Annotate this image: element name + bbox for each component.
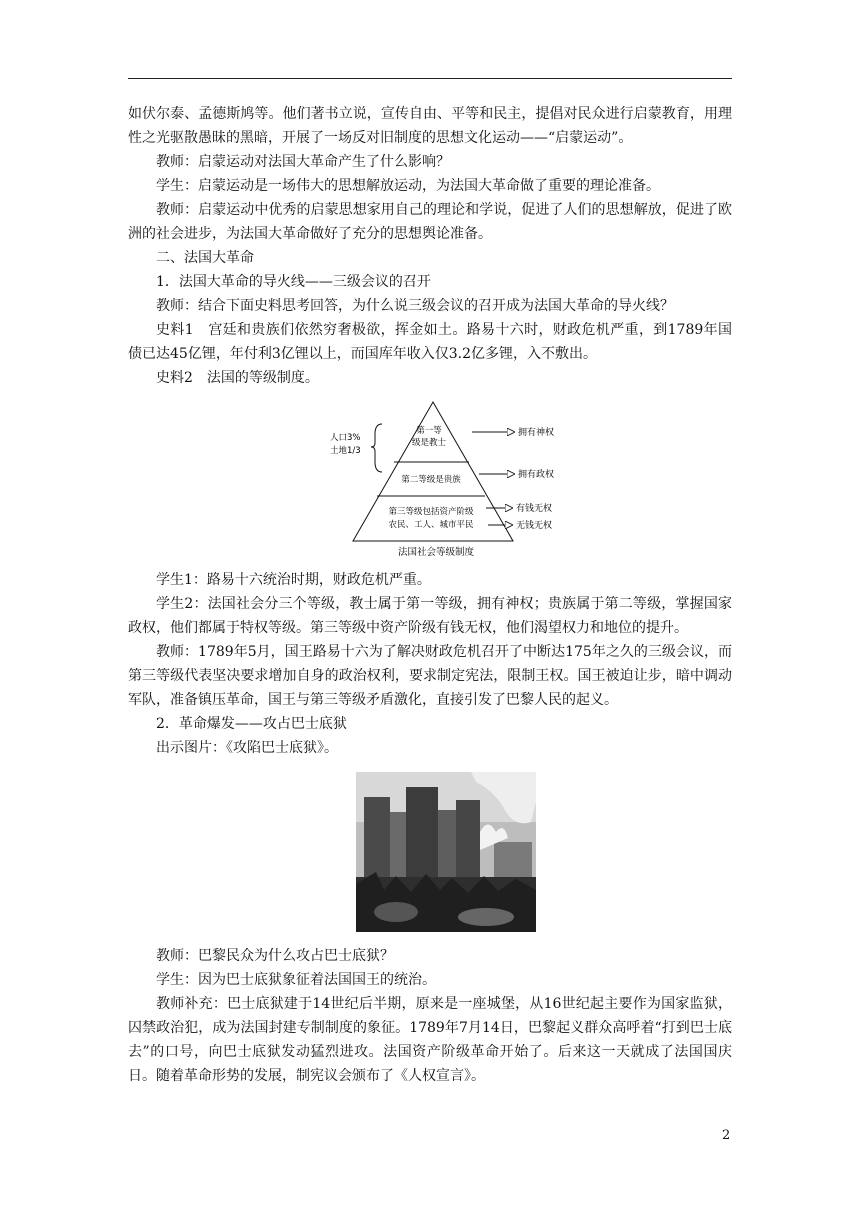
brace-label: 人口3% — [330, 433, 361, 443]
arrow-label: 拥有政权 — [518, 470, 555, 480]
section-heading: 二、法国大革命 — [156, 250, 254, 266]
paragraph: 学生：启蒙运动是一场伟大的思想解放运动，为法国大革命做了重要的理论准备。 — [156, 178, 660, 194]
paragraph: 教师：启蒙运动对法国大革命产生了什么影响？ — [156, 154, 450, 170]
tier2-label: 第二等级是贵族 — [401, 475, 461, 485]
header-rule — [128, 78, 732, 79]
subsection-heading: 2．革命爆发——攻占巴士底狱 — [156, 716, 347, 732]
subsection-heading: 1．法国大革命的导火线——三级会议的召开 — [156, 274, 431, 290]
storming-of-bastille-image — [356, 772, 536, 932]
paragraph: 出示图片：《攻陷巴士底狱》。 — [156, 740, 338, 756]
tier3-label: 农民、工人、城市平民 — [388, 520, 474, 530]
arrow-label: 无钱无权 — [516, 521, 553, 531]
brace-label: 土地1/3 — [330, 446, 361, 456]
tier1-label: 级是教士 — [411, 438, 447, 448]
page-number: 2 — [722, 1128, 731, 1143]
paragraph: 史料1 宫廷和贵族们依然穷奢极欲，挥金如土。路易十六时，财政危机严重，到1789年国债已达45亿锂，年付利3亿锂以上，而国库年收入仅3.2亿多锂，入不敷出。 — [128, 322, 732, 362]
paragraph: 教师：启蒙运动中优秀的启蒙思想家用自己的理论和学说，促进了人们的思想解放，促进了欧洲的社会进步，为法国大革命做好了充分的思想舆论准备。 — [128, 202, 732, 242]
arrow-label: 拥有神权 — [518, 428, 555, 438]
document-body — [128, 102, 732, 1088]
paragraph: 教师：巴黎民众为什么攻占巴士底狱？ — [156, 948, 394, 964]
paragraph: 如伏尔泰、孟德斯鸠等。他们著书立说，宣传自由、平等和民主，提倡对民众进行启蒙教育，用理性之光驱散愚昧的黑暗，开展了一场反对旧制度的思想文化运动——“启蒙运动”。 — [128, 106, 732, 146]
figure-caption: 法国社会等级制度 — [397, 547, 475, 558]
brace-icon — [371, 424, 382, 472]
tier3-label: 第三等级包括资产阶级 — [388, 507, 474, 517]
social-hierarchy-pyramid — [326, 400, 566, 560]
paragraph: 学生1：路易十六统治时期，财政危机严重。 — [156, 572, 431, 588]
paragraph: 教师补充：巴士底狱建于14世纪后半期，原来是一座城堡，从16世纪起主要作为国家监狱，囚禁政治犯，成为法国封建专制制度的象征。1789年7月14日，巴黎起义群众高呼着“打到巴士底去”的口号，向巴士底狱发动猛烈进攻。法国资产阶级革命开始了。后来这一天就成了法国国庆日。随着革命形势的发展，制宪议会颁布了《人权宣言》。 — [128, 996, 732, 1084]
paragraph: 学生2：法国社会分三个等级，教士属于第一等级，拥有神权；贵族属于第二等级，掌握国家政权，他们都属于特权等级。第三等级中资产阶级有钱无权，他们渴望权力和地位的提升。 — [128, 596, 732, 636]
paragraph: 教师：结合下面史料思考回答，为什么说三级会议的召开成为法国大革命的导火线？ — [156, 298, 674, 314]
paragraph: 教师：1789年5月，国王路易十六为了解决财政危机召开了中断达175年之久的三级会议，而第三等级代表坚决要求增加自身的政治权利，要求制定宪法，限制王权。国王被迫让步，暗中调动军队，准备镇压革命，国王与第三等级矛盾激化，直接引发了巴黎人民的起义。 — [128, 644, 732, 708]
tier1-label: 第一等 — [416, 426, 442, 436]
paragraph: 学生：因为巴士底狱象征着法国国王的统治。 — [156, 972, 436, 988]
paragraph: 史料2 法国的等级制度。 — [156, 370, 319, 386]
arrow-label: 有钱无权 — [516, 504, 553, 514]
